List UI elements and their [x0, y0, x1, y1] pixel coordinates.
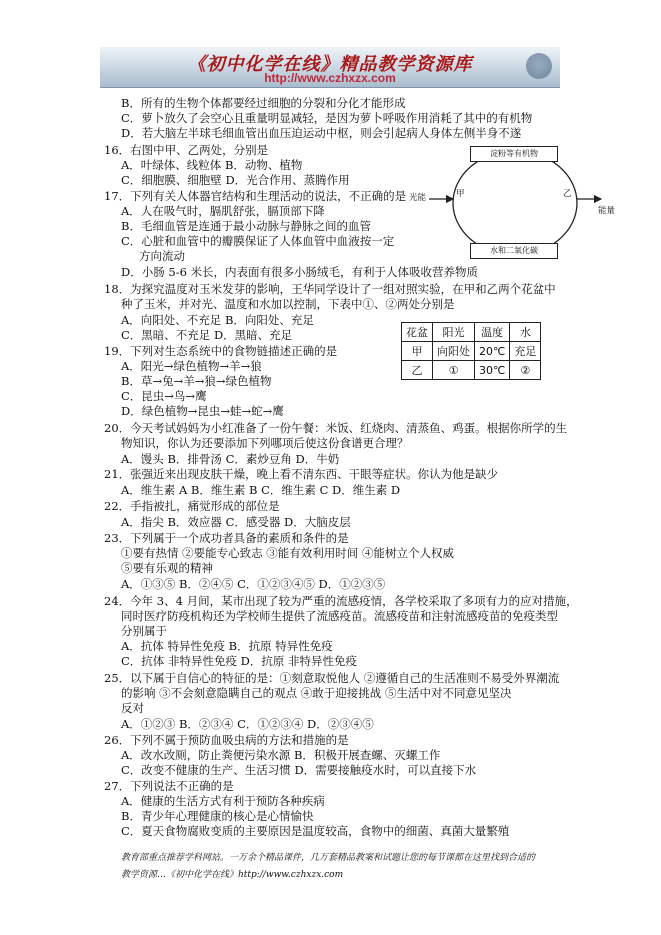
option-line: ①要有热情 ②要能专心致志 ③能有效利用时间 ④能树立个人权威	[121, 546, 454, 560]
table-cell: 乙	[402, 361, 433, 380]
option-line: A．①③⑤ B．②④⑤ C．①②③④⑤ D．①②③⑤	[121, 577, 386, 591]
question-18: 18．为探究温度对玉米发芽的影响，王华同学设计了一组对照实验，在甲和乙两个花盆中	[104, 282, 556, 296]
option-line: D．绿色植物→昆虫→蛙→蛇→鹰	[121, 404, 284, 418]
option-line: B．草→兔→羊→狼→绿色植物	[121, 374, 272, 388]
option-line: C．改变不健康的生产、生活习惯 D．需要接触疫水时，可以直接下水	[121, 763, 477, 777]
question-23: 23．下列属于一个成功者具备的素质和条件的是	[104, 531, 349, 545]
table-row	[402, 361, 541, 380]
option-line: A．阳光→绿色植物→羊→狼	[121, 359, 262, 373]
text-line: C．萝卜放久了会空心且重量明显减轻，是因为萝卜呼吸作用消耗了其中的有机物	[121, 111, 533, 125]
banner-url[interactable]: http://www.czhxzx.com	[264, 71, 396, 85]
option-line: A．①②③ B．②③④ C．①②③④ D．②③④⑤	[121, 717, 374, 731]
question-19: 19．下列对生态系统中的食物链描述正确的是	[104, 344, 338, 358]
table-header-row	[402, 323, 541, 342]
table-cell: 甲	[402, 342, 433, 361]
question-22: 22．手指被扎，痛觉形成的部位是	[104, 499, 280, 513]
option-line: A．健康的生活方式有利于预防各种疾病	[121, 794, 325, 808]
experiment-table	[401, 322, 541, 380]
text-line: D．若大脑左半球毛细血管出血压迫运动中枢，则会引起病人身体左侧半身不遂	[121, 126, 522, 140]
diagram-jia-label: 甲	[456, 189, 465, 199]
question-26: 26．下列不属于预防血吸虫病的方法和措施的是	[104, 733, 349, 747]
option-line: A．抗体 特异性免疫 B．抗原 特异性免疫	[121, 639, 333, 653]
header-banner	[100, 47, 560, 88]
diagram-top-box: 淀粉等有机物	[470, 146, 558, 162]
question-cont: 分别属于	[121, 624, 167, 638]
option-line: A．馒头 B．排骨汤 C．素炒豆角 D．牛奶	[121, 452, 340, 466]
option-line: C．心脏和血管中的瓣膜保证了人体血管中血液按一定	[121, 234, 395, 248]
option-line: A．叶绿体、线粒体 B．动物、植物	[121, 158, 303, 172]
option-line: C．抗体 非特异性免疫 D．抗原 非特异性免疫	[121, 654, 357, 668]
banner-title: 《初中化学在线》精品教学资源库	[187, 54, 473, 75]
footer-line-2: 教学资源…《初中化学在线》http://www.czhxzx.com	[121, 870, 344, 880]
footer-line-1: 教育部重点推荐学科网站。一万余个精品课件，几万套精品教案和试题让您的每节课都在这里找到合适的	[121, 853, 536, 863]
table-row	[402, 342, 541, 361]
diagram-bottom-box: 水和二氧化碳	[470, 243, 558, 259]
question-17: 17．下列有关人体器官结构和生理活动的说法，不正确的是	[104, 189, 407, 203]
question-24: 24．今年 3、4 月间，某市出现了较为严重的流感疫情，各学校采取了多项有力的应对措施，	[104, 594, 578, 608]
table-cell: 向阳处	[433, 342, 475, 361]
question-cont: 种了玉米，并对光、温度和水加以控制，下表中①、②两处分别是	[121, 297, 455, 311]
option-line: C．细胞膜、细胞壁 D．光合作用、蒸腾作用	[121, 173, 350, 187]
option-line: A．指尖 B．效应器 C．感受器 D．大脑皮层	[121, 515, 351, 529]
option-line: C．黑暗、不充足 D．黑暗、充足	[121, 328, 293, 342]
cycle-diagram	[407, 141, 622, 268]
question-16: 16．右图中甲、乙两处，分别是	[104, 143, 269, 157]
option-line-cont: 方向流动	[139, 249, 185, 263]
table-header: 花盆	[402, 323, 433, 342]
table-cell: ②	[510, 361, 541, 380]
diagram-yi-label: 乙	[563, 189, 572, 199]
text-line: B．所有的生物个体都要经过细胞的分裂和分化才能形成	[121, 96, 406, 110]
ink-landscape-icon	[526, 53, 552, 79]
table-cell: 30℃	[475, 361, 510, 380]
table-cell: 充足	[510, 342, 541, 361]
question-cont: 物知识，你认为还要添加下列哪项后使这份食谱更合理？	[121, 436, 409, 450]
question-cont: 的影响 ③不会刻意隐瞒自己的观点 ④敢于迎接挑战 ⑤生活中对不同意见坚决	[121, 686, 512, 700]
option-line: A．维生素 A B．维生素 B C．维生素 C D．维生素 D	[121, 483, 401, 497]
question-21: 21．张强近来出现皮肤干燥，晚上看不清东西、干眼等症状。你认为他是缺少	[104, 467, 499, 481]
diagram-light-label: 光能	[409, 193, 427, 203]
option-line: ⑤要有乐观的精神	[121, 561, 213, 575]
question-20: 20．今天考试妈妈为小红准备了一份午餐：米饭、红烧肉、清蒸鱼、鸡蛋。根据你所学的生	[104, 421, 568, 435]
option-line: B．青少年心理健康的核心是心情愉快	[121, 809, 314, 823]
question-cont: 同时医疗防疫机构还为学校师生提供了流感疫苗。流感疫苗和注射流感疫苗的免疫类型	[121, 609, 558, 623]
question-27: 27．下列说法不正确的是	[104, 779, 234, 793]
diagram-energy-label: 能量	[598, 206, 616, 216]
option-line: C．昆虫→鸟→鹰	[121, 389, 207, 403]
table-cell: 20℃	[475, 342, 510, 361]
option-line: C．夏天食物腐败变质的主要原因是温度较高，食物中的细菌、真菌大量繁殖	[121, 824, 510, 838]
table-cell: ①	[433, 361, 475, 380]
table-header: 水	[510, 323, 541, 342]
question-cont: 反对	[121, 701, 144, 715]
option-line: A．人在吸气时，膈肌舒张，膈顶部下降	[121, 204, 325, 218]
table-header: 温度	[475, 323, 510, 342]
option-line: A．向阳处、不充足 B．向阳处、充足	[121, 313, 314, 327]
question-25: 25．以下属于自信心的特征的是：①刻意取悦他人 ②遵循自己的生活准则不易受外界潮流	[104, 671, 560, 685]
option-line: D．小肠 5-6 米长，内表面有很多小肠绒毛，有利于人体吸收营养物质	[121, 265, 479, 279]
table-header: 阳光	[433, 323, 475, 342]
option-line: A．改水改厕，防止粪便污染水源 B．积极开展查螺、灭螺工作	[121, 748, 441, 762]
option-line: B．毛细血管是连通于最小动脉与静脉之间的血管	[121, 219, 371, 233]
